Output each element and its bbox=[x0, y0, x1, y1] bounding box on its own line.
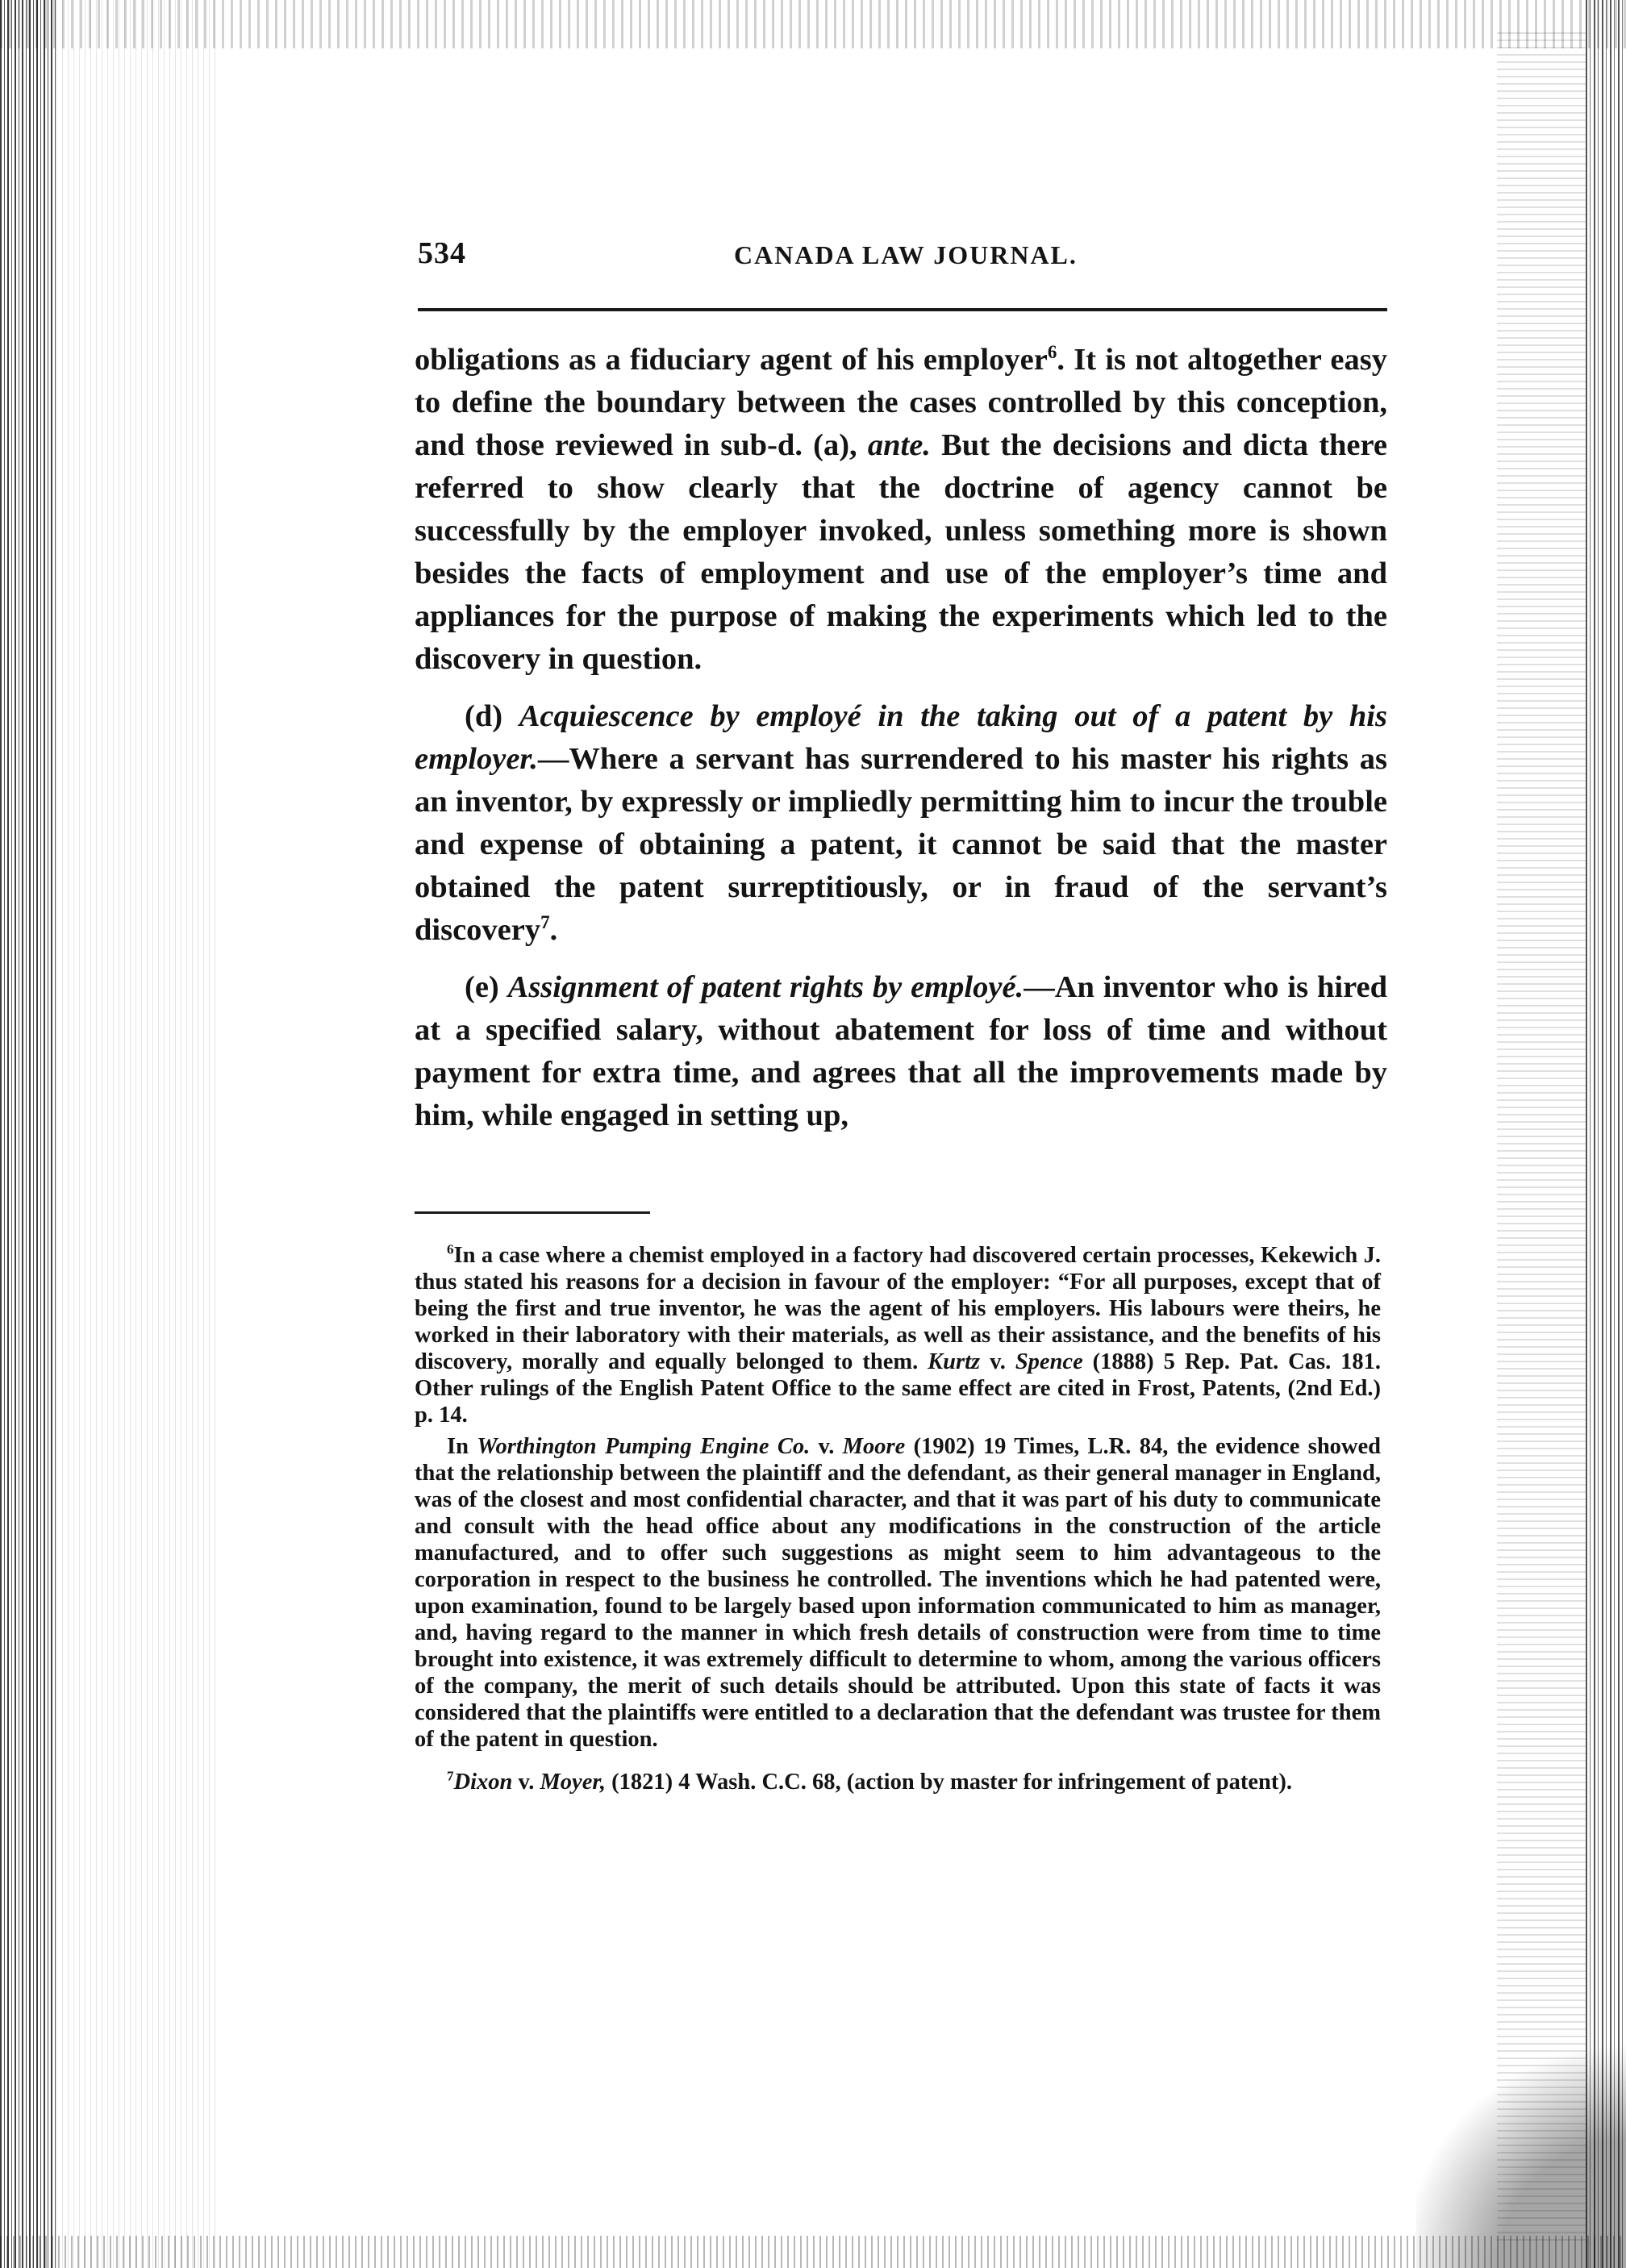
footnote-6b-text: (1902) 19 Times, L.R. 84, the evidence showed that the relationship between the plaintiff and the defendant, as their general manager in England, was of the closest and most confidential character, and that it was part of his duty to communicate and consult with the head office about any modifications in the construction of the article manufactured, and to offer such suggestions as might seem to him advantageous to the corporation in respect to the business he controlled. The inventions which he had patented were, upon examination, found to be largely based upon information communicated to him as manager, and, having regard to the manner in which fresh details of construction were from time to time brought into existence, it was extremely difficult to determine to whom, among the various officers of the company, the merit of such details should be attributed. Upon this state of facts it was considered that the plaintiffs were entitled to a declaration that the defendant was trustee for them of the patent in question. bbox=[415, 1434, 1382, 1752]
footnote-6-text-b: (1888) 5 Rep. Pat. Cas. 181. Other rulings of the English Patent Office to the same effect are cited in Frost, Patents, (2nd Ed.) p. 14. bbox=[415, 1349, 1382, 1428]
paragraph-d-heading: Acquiescence by employé in the taking out of a patent by his employer. bbox=[415, 699, 1387, 776]
running-title: CANADA LAW JOURNAL. bbox=[734, 240, 1078, 269]
paragraph-e bbox=[415, 966, 1387, 1137]
footnote-7-case-b: Moyer, bbox=[540, 1770, 607, 1795]
paragraph-e-text: —An inventor who is hired at a specified salary, without abatement for loss of time and without payment for extra time, and agrees that all the improvements made by him, while engaged in setting up, bbox=[415, 970, 1387, 1132]
paragraph-1-text-a: obligations as a fiduciary agent of his employer bbox=[415, 343, 1048, 377]
footnote-ref-6: 6 bbox=[1047, 341, 1057, 363]
footnote-6-mark: 6 bbox=[447, 1241, 454, 1257]
paragraph-d-label: (d) bbox=[465, 699, 503, 733]
paragraph-1-text-c: But the decisions and dicta there referred to show clearly that the doctrine of agency cannot be successfully by the employer invoked, unless something more is shown besides the facts of employment and use of the employer’s time and appliances for the purpose of making the experiments which led to the discovery in question. bbox=[415, 428, 1387, 676]
footnote-6b-case-a: Worthington Pumping Engine Co. bbox=[477, 1434, 811, 1459]
paragraph-1-text-b: . It is not altogether easy to define the boundary between the cases controlled by this conception, and those reviewed in sub-d. (a), bbox=[415, 343, 1387, 462]
footnote-ref-7: 7 bbox=[540, 911, 550, 933]
footnote-6b-v: v. bbox=[810, 1434, 843, 1459]
footnote-7-mark: 7 bbox=[447, 1768, 454, 1784]
paragraph-e-label: (e) bbox=[465, 970, 499, 1004]
footnote-6-continued bbox=[415, 1433, 1381, 1753]
scan-edge-right bbox=[1586, 0, 1626, 2268]
page-header bbox=[418, 236, 1386, 276]
footnotes bbox=[415, 1242, 1381, 1800]
scan-edge-left bbox=[0, 0, 56, 2268]
footnote-6-case-a: Kurtz bbox=[928, 1349, 981, 1374]
paragraph-d-text: —Where a servant has surrendered to his master his rights as an inventor, by expressly or impliedly permitting him to incur the trouble and expense of obtaining a patent, it cannot be said that the master obtained the patent surreptitiously, or in fraud of the servant’s discovery bbox=[415, 742, 1387, 947]
paragraph-e-heading: Assignment of patent rights by employé. bbox=[507, 970, 1024, 1004]
scan-edge-bottom bbox=[0, 2236, 1626, 2268]
footnote-7-text: (1821) 4 Wash. C.C. 68, (action by master for infringement of patent). bbox=[606, 1770, 1292, 1795]
footnote-6b-intro: In bbox=[447, 1434, 477, 1459]
page-number: 534 bbox=[418, 236, 466, 270]
footnote-7 bbox=[415, 1769, 1381, 1795]
paragraph-1 bbox=[415, 339, 1387, 681]
paragraph-1-ante: ante. bbox=[867, 428, 931, 462]
body-text bbox=[415, 339, 1387, 1137]
scan-edge-right-shadow bbox=[1497, 32, 1586, 2242]
scan-edge-left-shadow bbox=[56, 0, 218, 2268]
footnote-6-text-a: In a case where a chemist employed in a factory had discovered certain processes, Kekewich J. thus stated his reasons for a decision in favour of the employer: “For all purposes, except that of being the first and true inventor, he was the agent of his employers. His labours were theirs, he worked in their laboratory with their materials, as well as their assistance, and the benefits of his discovery, morally and equally belonged to them. bbox=[415, 1243, 1381, 1374]
scan-corner-shadow bbox=[1416, 2026, 1626, 2268]
footnote-rule bbox=[415, 1211, 650, 1214]
footnote-6-v: v. bbox=[980, 1349, 1015, 1374]
footnote-6-case-b: Spence bbox=[1015, 1349, 1083, 1374]
paragraph-d bbox=[415, 695, 1387, 952]
paragraph-d-end: . bbox=[549, 913, 558, 947]
footnote-6 bbox=[415, 1242, 1381, 1428]
footnote-7-v: v. bbox=[512, 1770, 540, 1795]
footnote-7-case-a: Dixon bbox=[453, 1770, 513, 1795]
scan-edge-top bbox=[0, 0, 1626, 48]
header-rule bbox=[418, 308, 1387, 311]
footnote-6b-case-b: Moore bbox=[842, 1434, 906, 1459]
